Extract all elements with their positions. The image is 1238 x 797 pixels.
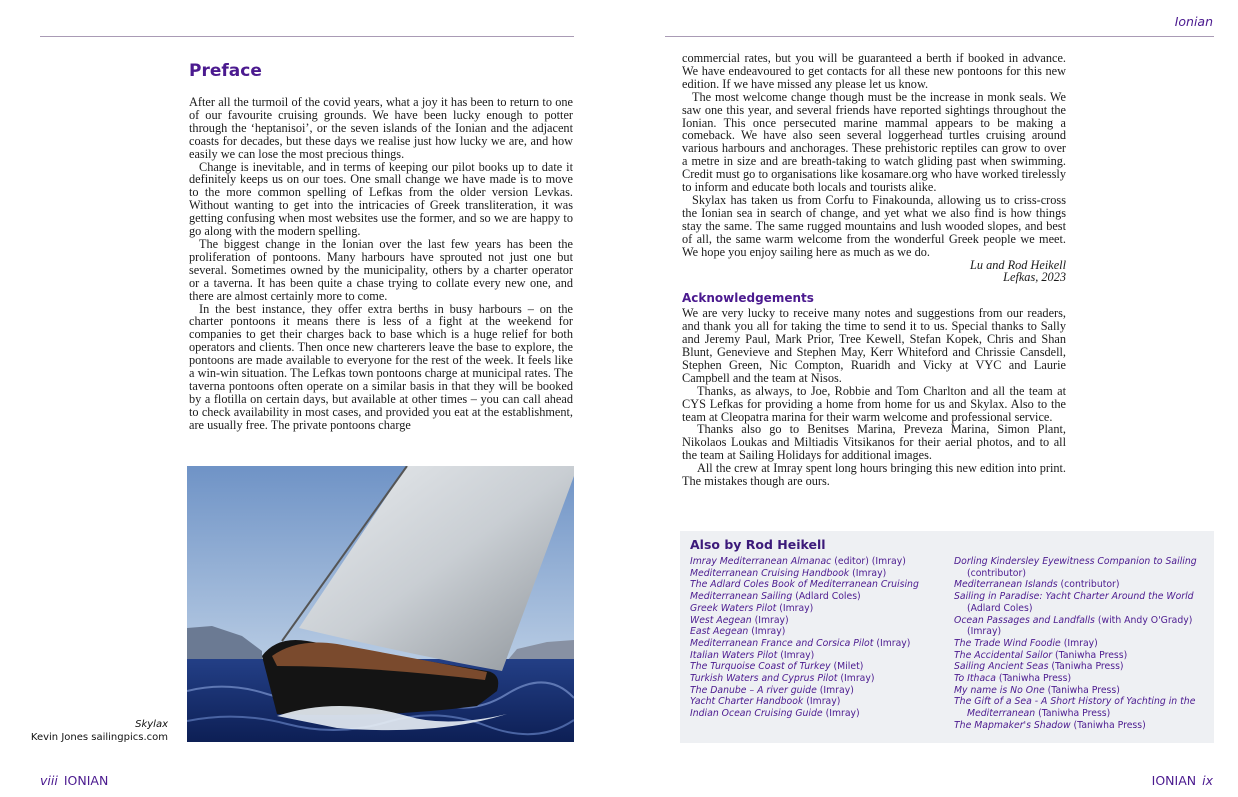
book-publisher-note: (Imray) bbox=[816, 684, 854, 696]
book-publisher-note: (Imray) bbox=[751, 614, 789, 626]
preface-paragraph: The most welcome change though must be the increase in monk seals. We saw one this year, and several friends have reported sightings throughout the Ionian. This once persecuted marine mammal appears to be making a comeback. We have also seen several loggerhead turtles cruising around various harbours and anchorages. These prehistoric reptiles can grow to over a metre in size and are breath-taking to watch gliding past when swimming. Credit must go to organisations like kosamare.org who have worked tirelessly to inform and educate both locals and tourists alike. bbox=[682, 89, 1066, 195]
book-publisher-note: (Taniwha Press) bbox=[995, 673, 1072, 685]
book-item bbox=[954, 615, 1209, 638]
book-title: The Trade Wind Foodie bbox=[954, 637, 1061, 649]
book-publisher-note: (Imray) bbox=[849, 567, 887, 579]
book-item bbox=[690, 696, 950, 708]
book-item bbox=[690, 603, 950, 615]
book-publisher-note: (Imray) bbox=[873, 637, 911, 649]
book-item bbox=[690, 638, 950, 650]
caption-credit: Kevin Jones sailingpics.com bbox=[30, 731, 168, 743]
page-number: ix bbox=[1202, 773, 1213, 788]
caption-title: Skylax bbox=[135, 719, 168, 730]
book-title: Greek Waters Pilot bbox=[690, 602, 777, 614]
book-publisher-note: (editor) (Imray) bbox=[831, 556, 906, 567]
book-item bbox=[690, 556, 950, 568]
book-item bbox=[954, 650, 1209, 662]
book-title: Imray Mediterranean Almanac bbox=[690, 556, 832, 567]
book-item bbox=[954, 720, 1209, 732]
book-publisher-note: (Taniwha Press) bbox=[1070, 719, 1146, 731]
preface-paragraph: Skylax has taken us from Corfu to Finakounda, allowing us to criss-cross the Ionian sea in search of change, and yet what we also find is how things stay the same. The same rugged mountains and lush wooded slopes, and best of all, the same warm welcome from the wonderful Greek people we meet. We hope you enjoy sailing here as much as we do. bbox=[682, 192, 1066, 259]
book-item bbox=[690, 650, 950, 662]
preface-paragraph: The biggest change in the Ionian over the last few years has been the proliferation of pontoons. Many harbours have sprouted not just one but several. Sometimes owned by the municipality, others by a charter operator or a taverna. It has been quite a chase trying to collate every new one, and there are almost certainly more to come. bbox=[189, 236, 573, 303]
book-title: Mediterranean Sailing bbox=[690, 591, 793, 603]
book-item bbox=[954, 685, 1209, 697]
book-publisher-note: (Imray) bbox=[822, 708, 860, 720]
book-publisher-note: (Milet) bbox=[830, 661, 864, 673]
acknowledgements-paragraph: Thanks, as always, to Joe, Robbie and Tom Charlton and all the team at CYS Lefkas for providing a home from home for us and Skylax. Also to the team at Cleopatra marina for their warm welcome and professional service. bbox=[682, 383, 1066, 424]
book-title: Mediterranean France and Corsica Pilot bbox=[690, 637, 874, 649]
footer-section: IONIAN bbox=[1151, 773, 1197, 788]
book-item bbox=[954, 638, 1209, 650]
header-rule-left bbox=[40, 36, 574, 37]
book-title: Mediterranean Islands bbox=[954, 579, 1058, 591]
yacht-photo bbox=[187, 466, 574, 742]
preface-paragraph: commercial rates, but you will be guaranteed a berth if booked in advance. We have endeavoured to get contacts for all these new pontoons for this new edition. If we have missed any please let us know. bbox=[682, 51, 1066, 91]
book-title: The Accidental Sailor bbox=[954, 649, 1053, 661]
running-head: Ionian bbox=[1174, 14, 1213, 29]
book-title: Italian Waters Pilot bbox=[690, 649, 778, 661]
book-item bbox=[954, 696, 1209, 719]
acknowledgements-paragraph: All the crew at Imray spent long hours bringing this new edition into print. The mistakes though are ours. bbox=[682, 461, 1066, 489]
preface-column-right bbox=[682, 52, 1066, 488]
also-by-title: Also by Rod Heikell bbox=[690, 537, 826, 552]
book-title: Sailing Ancient Seas bbox=[954, 661, 1049, 673]
book-publisher-note: (Adlard Coles) bbox=[967, 602, 1033, 614]
book-title: Sailing in Paradise: Yacht Charter Around the World bbox=[954, 591, 1194, 603]
book-publisher-note: (Imray) bbox=[803, 696, 841, 708]
footer-section: IONIAN bbox=[63, 773, 109, 788]
signature-authors: Lu and Rod Heikell bbox=[970, 257, 1066, 272]
yacht-photo-illustration bbox=[187, 466, 574, 742]
book-publisher-note: (contributor) bbox=[967, 567, 1026, 579]
book-item bbox=[690, 661, 950, 673]
book-item bbox=[954, 661, 1209, 673]
book-publisher-note: (Taniwha Press) bbox=[1052, 649, 1128, 661]
book-publisher-note: (Imray) bbox=[748, 626, 786, 638]
page-footer-right bbox=[1152, 773, 1213, 788]
book-item bbox=[690, 685, 950, 697]
book-publisher-note: (Taniwha Press) bbox=[1035, 708, 1111, 720]
book-item bbox=[954, 556, 1209, 579]
book-publisher-note: (with Andy O'Grady) (Imray) bbox=[967, 614, 1193, 638]
signature-place-date: Lefkas, 2023 bbox=[1003, 270, 1066, 285]
preface-paragraph: Change is inevitable, and in terms of keeping our pilot books up to date it definitely keeps us on our toes. One small change we have made is to move to the more common spelling of Lefkas from the older version Levkas. Without wanting to get into the intricacies of Greek transliteration, it was getting confusing when most websites use the former, and so we are happy to go along with the modern spelling. bbox=[189, 159, 573, 239]
preface-column-left bbox=[189, 96, 573, 432]
book-title: East Aegean bbox=[690, 626, 749, 638]
book-item bbox=[690, 708, 950, 720]
book-title: The Gift of a Sea - A Short History of Yachting in the Mediterranean bbox=[954, 696, 1196, 720]
page-number: viii bbox=[40, 773, 58, 788]
book-publisher-note: (Imray) bbox=[777, 649, 815, 661]
book-item bbox=[690, 673, 950, 685]
book-title: West Aegean bbox=[690, 614, 752, 626]
book-item bbox=[954, 579, 1209, 591]
book-publisher-note: (contributor) bbox=[1057, 579, 1120, 591]
book-title: Ocean Passages and Landfalls bbox=[954, 614, 1095, 626]
acknowledgements-paragraph: Thanks also go to Benitses Marina, Preveza Marina, Simon Plant, Nikolaos Loukas and Miltiadis Vitsikanos for their aerial photos, and to all the team at Sailing Holidays for additional images. bbox=[682, 422, 1066, 463]
book-publisher-note: (Taniwha Press) bbox=[1044, 684, 1120, 696]
book-title: The Mapmaker's Shadow bbox=[954, 719, 1071, 731]
book-title: Indian Ocean Cruising Guide bbox=[690, 708, 823, 720]
book-item bbox=[690, 615, 950, 627]
book-publisher-note: (Imray) bbox=[837, 673, 875, 685]
book-title: To Ithaca bbox=[954, 673, 996, 685]
book-title: Dorling Kindersley Eyewitness Companion to Sailing bbox=[954, 556, 1197, 567]
book-item bbox=[954, 673, 1209, 685]
book-list-right bbox=[954, 556, 1209, 732]
book-list-left bbox=[690, 556, 950, 720]
book-item bbox=[954, 591, 1209, 614]
book-publisher-note: (Adlard Coles) bbox=[792, 591, 861, 603]
book-title: Turkish Waters and Cyprus Pilot bbox=[690, 673, 838, 685]
preface-paragraph: After all the turmoil of the covid years, what a joy it has been to return to one of our favourite cruising grounds. We have been lucky enough to potter through the ‘heptanisoi’, or the seven islands of the Ionian and the adjacent coasts for decades, but these days we realise just how lucky we are, and how easily we can lose the most precious things. bbox=[189, 95, 573, 161]
book-title: The Danube – A river guide bbox=[690, 684, 817, 696]
preface-title: Preface bbox=[189, 61, 262, 81]
book-publisher-note: (Imray) bbox=[1060, 637, 1098, 649]
book-publisher-note: (Taniwha Press) bbox=[1048, 661, 1124, 673]
acknowledgements-title: Acknowledgements bbox=[682, 291, 814, 306]
book-item bbox=[690, 626, 950, 638]
book-title: The Adlard Coles Book of Mediterranean Cruising bbox=[690, 579, 919, 591]
book-publisher-note: (Imray) bbox=[776, 602, 814, 614]
header-rule-right bbox=[665, 36, 1214, 37]
book-title: My name is No One bbox=[954, 684, 1045, 696]
book-item bbox=[690, 568, 950, 580]
book-item bbox=[690, 591, 950, 603]
book-title: Yacht Charter Handbook bbox=[690, 696, 804, 708]
photo-caption bbox=[31, 719, 168, 744]
book-title: The Turquoise Coast of Turkey bbox=[690, 661, 831, 673]
acknowledgements-paragraph: We are very lucky to receive many notes and suggestions from our readers, and thank you all for taking the time to send it to us. Special thanks to Sally and Jeremy Paul, Mark Prior, Tree Kewell, Stefan Kopek, Chris and Shan Blunt, Genevieve and Stephen May, Kerr Whiteford and Chrissie Cansdell, Stephen Green, Nic Compton, Ruaridh and Vicky at VYC and Laurie Campbell and the team at Nisos. bbox=[682, 306, 1066, 385]
book-item bbox=[690, 579, 950, 591]
also-by-box bbox=[680, 531, 1214, 743]
book-title: Mediterranean Cruising Handbook bbox=[690, 567, 850, 579]
preface-paragraph: In the best instance, they offer extra berths in busy harbours – on the charter pontoons it means there is less of a fight at the weekend for companies to get their charges back to base which is a huge relief for both operators and clients. Then once new charterers leave the base to explore, the pontoons are made available to everyone for the rest of the week. It feels like a win-win situation. The Lefkas town pontoons charge at municipal rates. The taverna pontoons often operate on a similar basis in that they will be booked by a flotilla on certain days, but available at other times – you can call ahead to check availability in most cases, and provided you eat at the establishment, are usually free. The private pontoons charge bbox=[189, 301, 573, 432]
page-footer-left bbox=[40, 773, 108, 788]
